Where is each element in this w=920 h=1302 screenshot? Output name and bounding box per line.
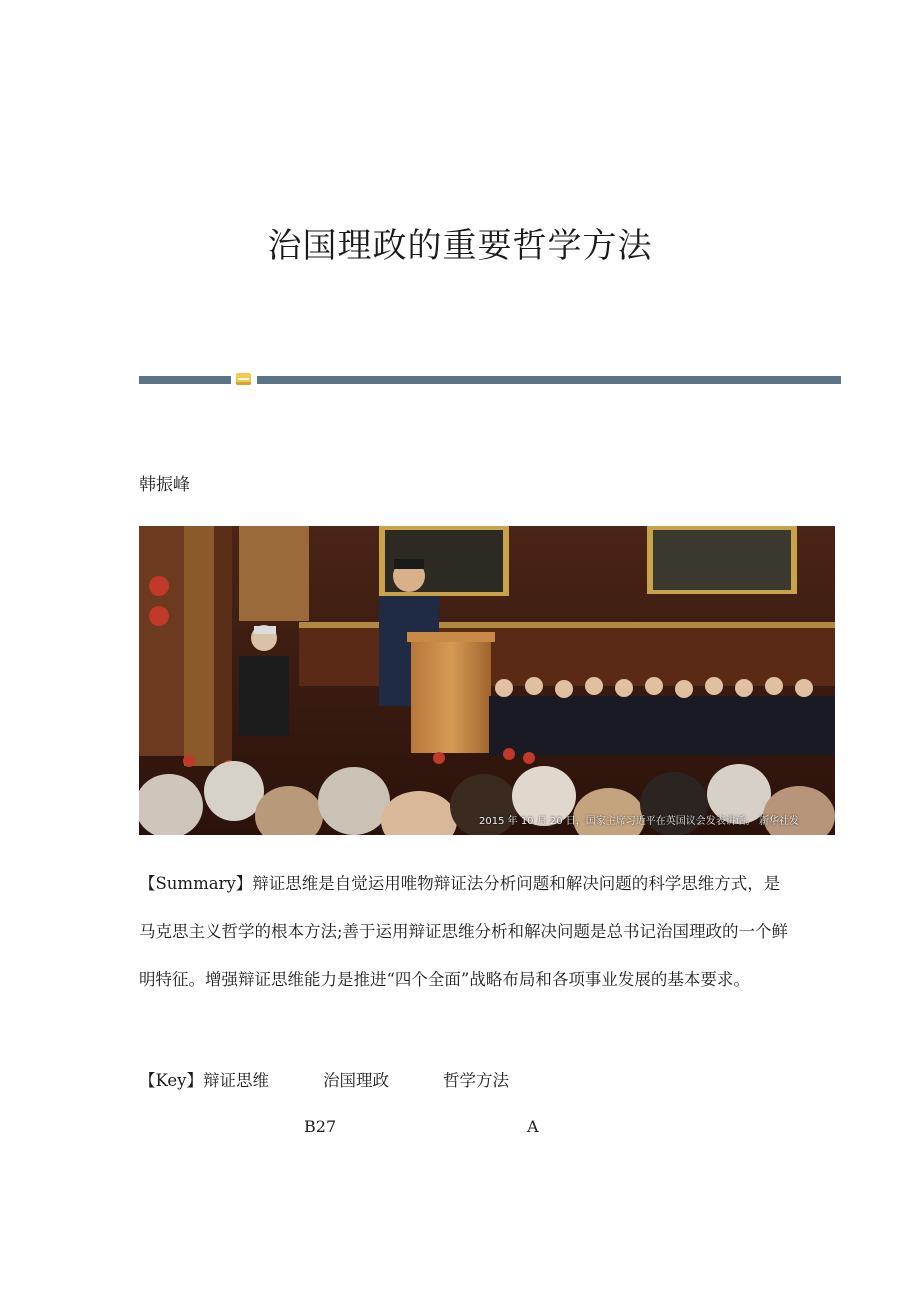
keyword-item: 治国理政 — [322, 1071, 389, 1090]
clc-number: B27 — [304, 1117, 337, 1136]
keywords-line — [139, 1067, 509, 1091]
document-code: A — [527, 1117, 539, 1136]
keyword-item: 辩证思维 — [202, 1071, 269, 1090]
title-divider — [139, 370, 841, 390]
photo-caption: 2015 年 10 月 20 日，国家主席习近平在英国议会发表讲话。 新华社发 — [479, 816, 799, 827]
divider-ornament-icon — [236, 373, 251, 385]
photo-scene — [139, 526, 835, 835]
article-photo — [139, 526, 835, 835]
summary-label: 【Summary】 — [139, 874, 253, 893]
keyword-item: 哲学方法 — [442, 1071, 509, 1090]
keywords-label: 【Key】 — [139, 1071, 203, 1090]
author-name: 韩振峰 — [139, 475, 190, 495]
divider-bar-right — [257, 376, 841, 384]
abstract-paragraph — [139, 860, 789, 1004]
divider-bar-left — [139, 376, 231, 384]
page-title: 治国理政的重要哲学方法 — [267, 226, 653, 266]
summary-text: 辩证思维是自觉运用唯物辩证法分析问题和解决问题的科学思维方式，是马克思主义哲学的根本方法;善于运用辩证思维分析和解决问题是总书记治国理政的一个鲜明特征。增强辩证思维能力是推进“四个全面”战略布局和各项事业发展的基本要求。 — [139, 874, 789, 989]
